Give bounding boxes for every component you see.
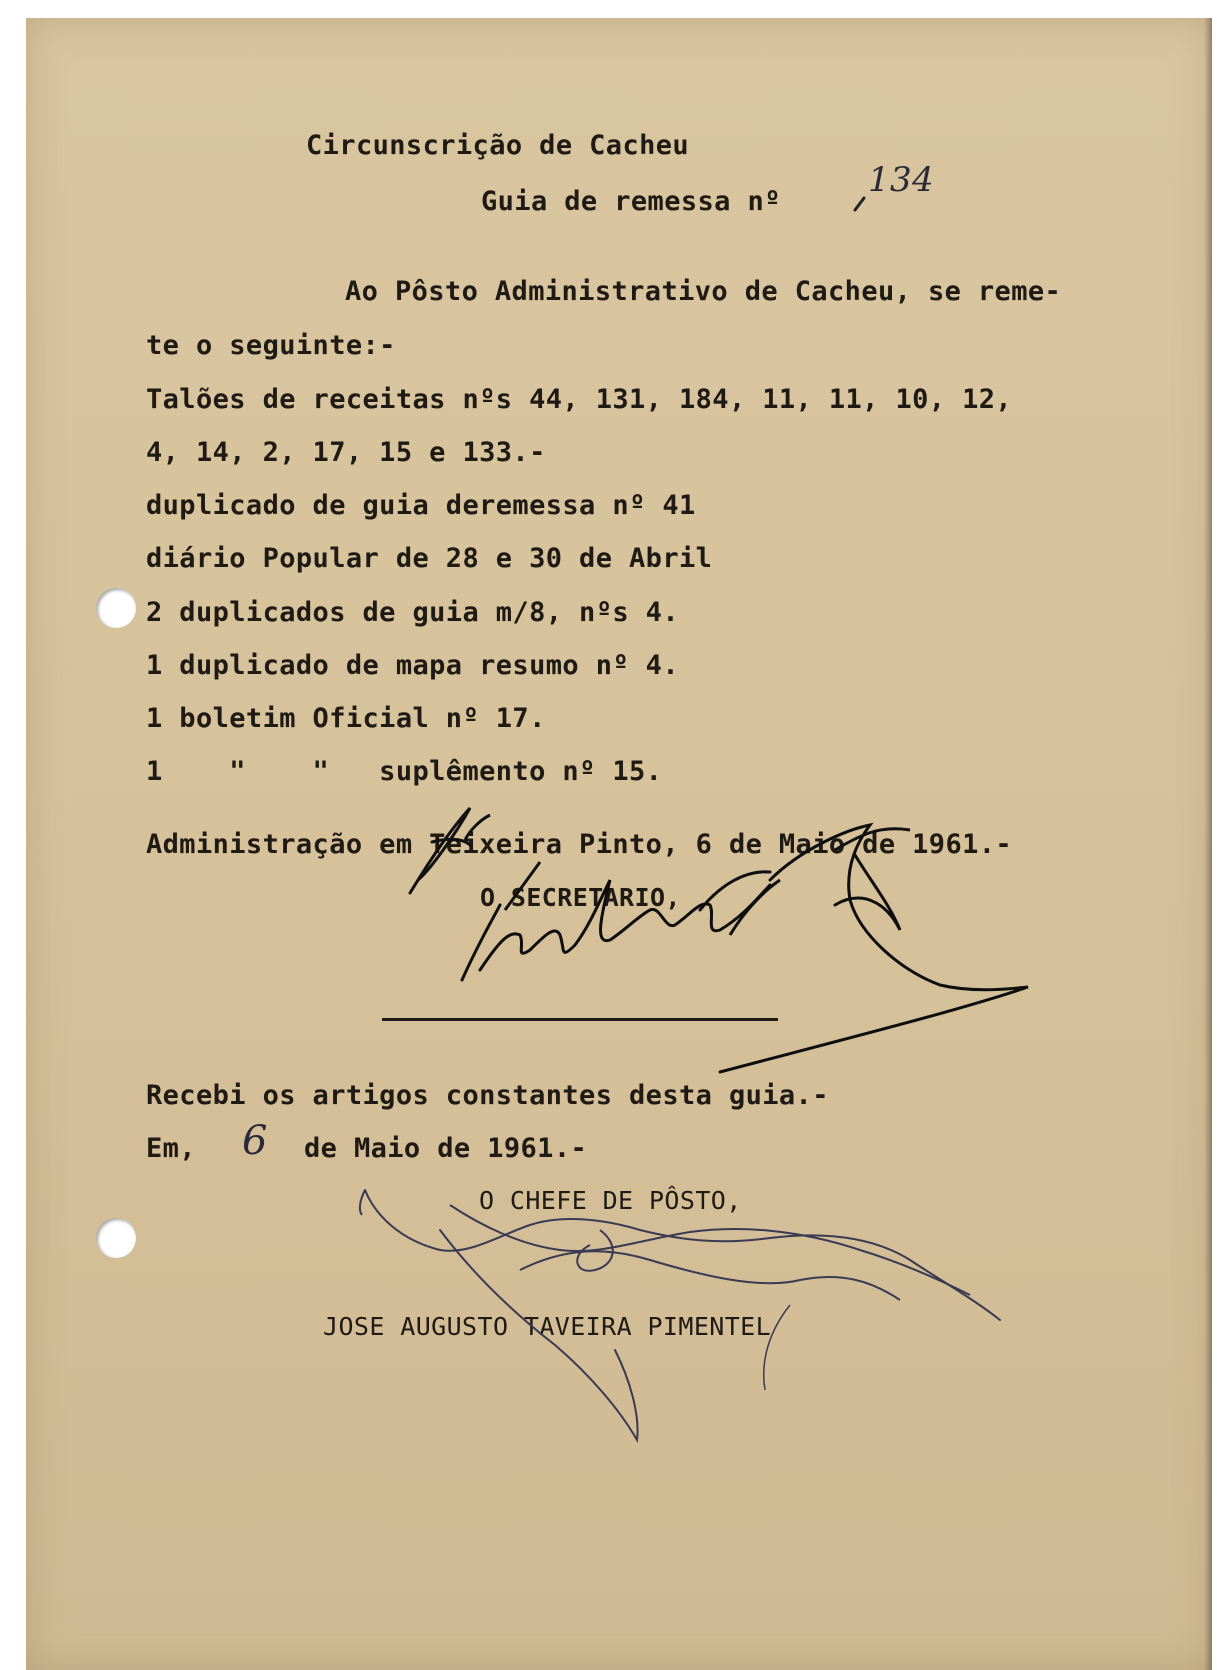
item-line: 4, 14, 2, 17, 15 e 133.- (146, 437, 546, 468)
secretary-label: O SECRETARIO, (480, 883, 681, 912)
punch-hole-top (96, 588, 136, 628)
item-line: 1 boletim Oficial nº 17. (146, 703, 546, 734)
guide-title: Guia de remessa nº (481, 186, 781, 217)
item-line: 2 duplicados de guia m/8, nºs 4. (146, 597, 679, 628)
chief-label: O CHEFE DE PÔSTO, (479, 1186, 742, 1215)
receipt-date-prefix: Em, (146, 1133, 196, 1164)
office-heading: Circunscrição de Cacheu (306, 130, 690, 161)
guide-number-handwritten: 134 (868, 160, 935, 200)
item-line: 1 " " suplêmento nº 15. (146, 756, 663, 787)
item-line: diário Popular de 28 e 30 de Abril (146, 543, 713, 574)
receipt-text: Recebi os artigos constantes desta guia.- (146, 1080, 829, 1111)
address-line-2: te o seguinte:- (146, 330, 396, 361)
item-line: duplicado de guia deremessa nº 41 (146, 490, 696, 521)
punch-hole-bottom (96, 1218, 136, 1258)
paper-edge-shadow (1204, 18, 1212, 1670)
receipt-date-suffix: de Maio de 1961.- (304, 1133, 588, 1164)
chief-name: JOSE AUGUSTO TAVEIRA PIMENTEL (323, 1312, 772, 1341)
signature-rule (382, 1018, 778, 1021)
item-line: 1 duplicado de mapa resumo nº 4. (146, 650, 679, 681)
item-line: Talões de receitas nºs 44, 131, 184, 11, 11, 10, 12, (146, 384, 1013, 415)
place-date-line: Administração em Teixeira Pinto, 6 de Maio de 1961.- (146, 829, 1013, 860)
address-line-1: Ao Pôsto Administrativo de Cacheu, se reme- (345, 276, 1062, 307)
receipt-date-day-handwritten: 6 (242, 1118, 268, 1164)
